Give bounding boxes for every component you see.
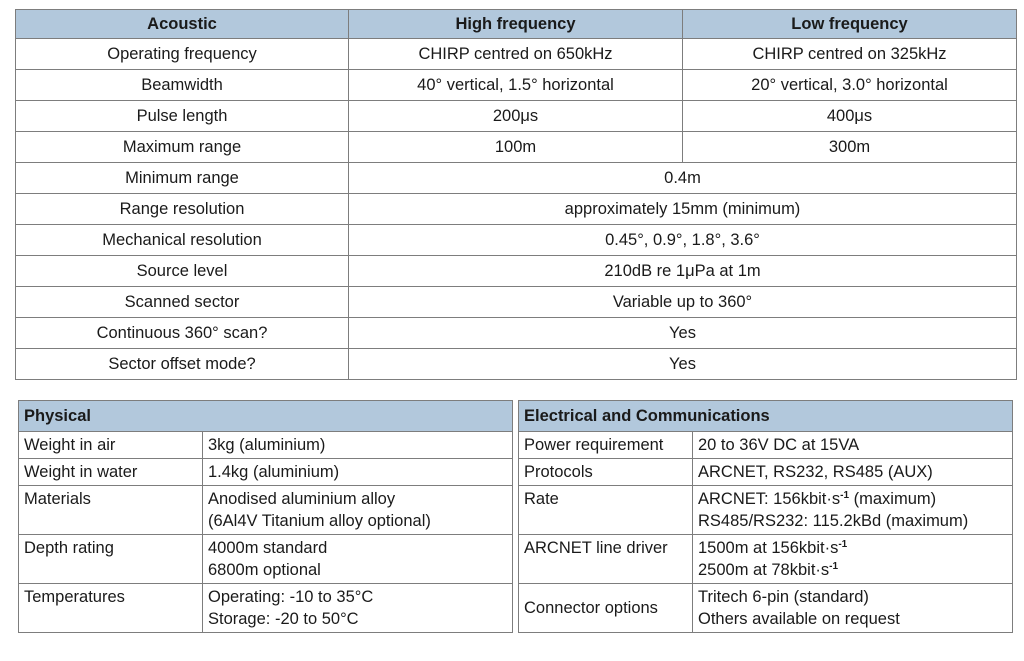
row-label: Scanned sector (16, 287, 349, 318)
row-label: Sector offset mode? (16, 349, 349, 380)
row-value (693, 486, 1013, 535)
acoustic-spec-table (15, 9, 1017, 380)
value-line: 2500m at $78kbit\cdot s^{-1}$ (698, 561, 839, 579)
superscript: -1 (838, 539, 848, 550)
value-line: Operating: -10 to 35°C (208, 588, 374, 606)
shared-value: 210dB re 1μPa at 1m (349, 256, 1017, 287)
shared-value: Yes (349, 349, 1017, 380)
row-label: Beamwidth (16, 70, 349, 101)
high-frequency-value: 100m (349, 132, 683, 163)
value-line: RS485/RS232: 115.2kBd (maximum) (698, 512, 969, 530)
superscript: -1 (840, 490, 850, 501)
table-row (19, 432, 513, 459)
table-row (16, 256, 1017, 287)
row-value (203, 432, 513, 459)
row-label: Weight in air (19, 432, 203, 459)
row-value (203, 459, 513, 486)
value-line: 4000m standard (208, 539, 328, 557)
row-label: Weight in water (19, 459, 203, 486)
table-row (16, 163, 1017, 194)
table-row (19, 459, 513, 486)
value-line: 3kg (aluminium) (208, 436, 326, 454)
table-row (19, 535, 513, 584)
acoustic-header-row (16, 10, 1017, 39)
table-row (16, 287, 1017, 318)
table-row (16, 39, 1017, 70)
low-frequency-value: CHIRP centred on 325kHz (683, 39, 1017, 70)
table-row (16, 70, 1017, 101)
table-row (519, 584, 1013, 633)
electrical-title: Electrical and Communications (519, 401, 1013, 432)
row-label: Temperatures (19, 584, 203, 633)
shared-value: 0.4m (349, 163, 1017, 194)
row-label: Continuous 360° scan? (16, 318, 349, 349)
table-row (19, 584, 513, 633)
row-label: ARCNET line driver (519, 535, 693, 584)
value-line: Anodised aluminium alloy (208, 490, 396, 508)
value-line: (6Al4V Titanium alloy optional) (208, 512, 431, 530)
row-label: Rate (519, 486, 693, 535)
table-row (519, 486, 1013, 535)
superscript: -1 (829, 561, 839, 572)
row-label: Power requirement (519, 432, 693, 459)
value-line: 6800m optional (208, 561, 321, 579)
table-row (16, 132, 1017, 163)
value-line: Others available on request (698, 610, 900, 628)
table-row (19, 486, 513, 535)
table-row (519, 535, 1013, 584)
shared-value: 0.45°, 0.9°, 1.8°, 3.6° (349, 225, 1017, 256)
physical-spec-table (18, 400, 513, 633)
physical-title: Physical (19, 401, 513, 432)
shared-value: Yes (349, 318, 1017, 349)
row-value (693, 535, 1013, 584)
row-label: Depth rating (19, 535, 203, 584)
table-row (519, 459, 1013, 486)
low-frequency-header: Low frequency (683, 10, 1017, 39)
row-label: Range resolution (16, 194, 349, 225)
value-line: ARCNET: $156kbit\cdot s^{-1}$ (maximum) (698, 490, 937, 508)
row-value (693, 432, 1013, 459)
row-label: Minimum range (16, 163, 349, 194)
row-label: Protocols (519, 459, 693, 486)
row-label: Operating frequency (16, 39, 349, 70)
low-frequency-value: 300m (683, 132, 1017, 163)
low-frequency-value: 400μs (683, 101, 1017, 132)
row-label: Maximum range (16, 132, 349, 163)
table-row (16, 101, 1017, 132)
high-frequency-value: 40° vertical, 1.5° horizontal (349, 70, 683, 101)
low-frequency-value: 20° vertical, 3.0° horizontal (683, 70, 1017, 101)
table-row (519, 432, 1013, 459)
high-frequency-header: High frequency (349, 10, 683, 39)
high-frequency-value: 200μs (349, 101, 683, 132)
row-value (203, 486, 513, 535)
high-frequency-value: CHIRP centred on 650kHz (349, 39, 683, 70)
table-row (16, 349, 1017, 380)
row-value (203, 535, 513, 584)
table-row (16, 194, 1017, 225)
table-row (16, 318, 1017, 349)
row-label: Source level (16, 256, 349, 287)
row-label: Mechanical resolution (16, 225, 349, 256)
value-line: 1.4kg (aluminium) (208, 463, 340, 481)
value-line: 1500m at $156kbit\cdot s^{-1}$ (698, 539, 848, 557)
electrical-header-row (519, 401, 1013, 432)
row-value (693, 584, 1013, 633)
value-line: Tritech 6-pin (standard) (698, 588, 869, 606)
table-row (16, 225, 1017, 256)
value-line: 20 to 36V DC at 15VA (698, 436, 860, 454)
row-label: Connector options (519, 584, 693, 633)
row-value (693, 459, 1013, 486)
row-label: Pulse length (16, 101, 349, 132)
electrical-spec-table (518, 400, 1013, 633)
row-value (203, 584, 513, 633)
shared-value: approximately 15mm (minimum) (349, 194, 1017, 225)
acoustic-header: Acoustic (16, 10, 349, 39)
shared-value: Variable up to 360° (349, 287, 1017, 318)
value-line: Storage: -20 to 50°C (208, 610, 359, 628)
value-line: ARCNET, RS232, RS485 (AUX) (698, 463, 933, 481)
physical-header-row (19, 401, 513, 432)
row-label: Materials (19, 486, 203, 535)
